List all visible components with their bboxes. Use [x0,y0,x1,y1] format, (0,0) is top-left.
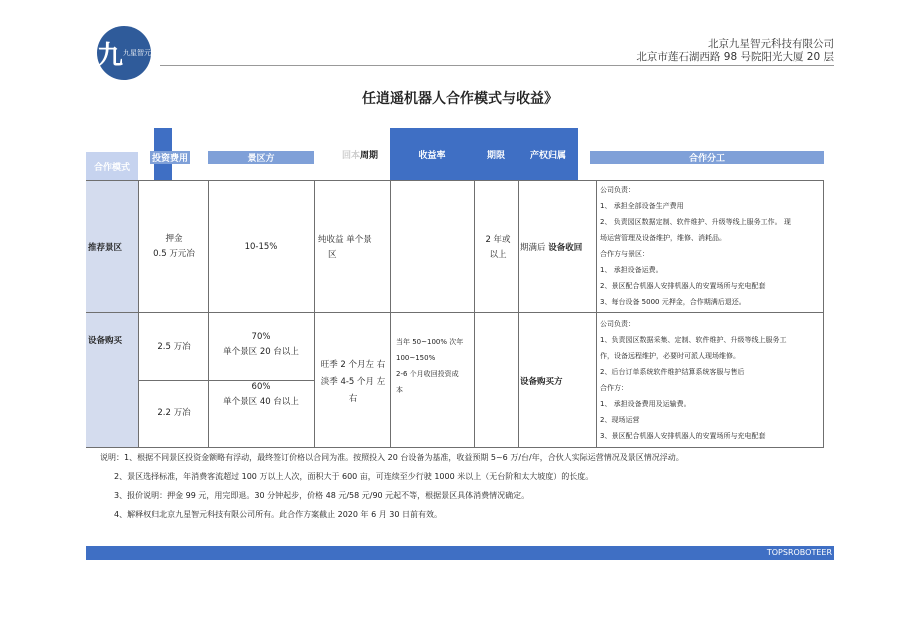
row2-period-line2: 淡季 4-5 个月 左 [320,377,386,387]
header-yield: 收益率 [390,128,474,180]
row2-mode: 设备购买 [88,336,123,346]
notes-section [86,448,684,524]
footer-bar [86,546,834,560]
row1-mode: 推荐景区 [88,243,123,253]
row2-scenic-a-line2: 单个景区 20 台以上 [223,347,299,357]
row1-division-line: 2、景区配合机器人安排机器人的安置场所与充电配套 [600,282,766,290]
row1-ownership-value: 设备收回 [548,243,583,253]
row2-division-line: 3、景区配合机器人安排机器人的安置场所与充电配套 [600,432,766,440]
company-logo [97,26,151,80]
footer-brand: TOPSROBOTEER [766,548,832,557]
row1-term-line2: 以上 [489,250,507,260]
row1-period-line2: 区 [328,250,337,260]
row2-scenic-a-line1: 70% [251,332,271,342]
logo-subtext: 九星智元 [123,49,152,57]
row2-division-line: 2、现场运营 [600,416,640,424]
row2-division-line: 2、后台订单系统软件维护结算系统客服与售后 [600,368,745,376]
header-period: 回本 周期 [330,128,390,180]
row1-division-line: 合作方与景区： [600,250,649,258]
row2-scenic-b-line2: 单个景区 40 台以上 [223,397,299,407]
row2-division-line: 1、负责园区数据采集、定制、软件维护、升级等线上服务工 [600,336,787,344]
company-address: 北京市莲石湖西路 98 号院阳光大厦 20 层 [636,51,834,63]
note-4: 4、解释权归北京九星智元科技有限公司所有。此合作方案截止 2020 年 6 月 30 日前有效。 [114,510,442,519]
row1-division-line: 公司负责： [600,186,635,194]
row2-division-line: 合作方： [600,384,628,392]
table-col-5 [474,180,475,447]
row1-division [600,182,822,310]
company-info [636,38,834,64]
row1-division-line: 场运营管理及设备维护，维修、消耗品。 [600,234,726,242]
row2-yield [396,334,474,398]
row1-division-line: 3、每台设备 5000 元押金，合作期满后退还。 [600,298,746,306]
table-col-6 [518,180,519,447]
table-col-1 [138,180,139,447]
header-division: 合作分工 [590,151,824,164]
row2-division-line: 作，设备远程维护，必要时可派人现场维修。 [600,352,740,360]
row2-yield-line2: 100~150% [396,354,436,362]
note-3: 3、报价说明：押金 99 元，用完即退。30 分钟起步，价格 48 元/58 元/90 元起不等，根据景区具体消费情况确定。 [114,491,530,500]
table-col-7 [596,180,597,447]
company-name: 北京九星智元科技有限公司 [708,38,834,50]
row2-investment-a: 2.5 万冶 [157,342,191,352]
row2-period [314,357,392,408]
row2-period-line1: 旺季 2 个月左 右 [320,360,386,370]
row1-term-line1: 2 年或 [485,235,511,245]
table-rule-top [86,180,824,181]
row1-investment-line1: 押金 [165,234,183,244]
table-col-8 [823,180,824,447]
row2-period-line3: 右 [348,394,358,404]
row2-division [600,316,822,444]
mode-column-shade [86,180,138,448]
row2-yield-line3: 2-6 个月收回投资成 [396,370,459,378]
row1-period [318,233,390,263]
logo-mark: 九 [97,40,122,71]
note-1-text: 说明：1、根据不同景区投资金额略有浮动，最终签订价格以合同为准。按照投入 20 台设备为基准，收益预期 5~6 万/台/年，合伙人实际运营情况及景区情况浮动。 [100,453,684,462]
row1-division-line: 1、 承担设备运费。 [600,266,663,274]
row1-investment-line2: 0.5 万元冶 [153,249,195,259]
row2-scenic-b [208,380,314,410]
header-ownership: 产权归属 [518,128,578,180]
row1-ownership [520,241,582,253]
note-1 [86,448,684,467]
row1-period-line1: 纯收益 单个景 [318,235,372,245]
table-rule-mid [86,312,824,313]
row2-ownership: 设备购买方 [520,377,563,387]
header-term: 期限 [474,128,518,180]
header-investment-label: 投资费用 [150,151,190,164]
row2-division-line: 1、 承担设备费用及运输费。 [600,400,691,408]
row2-yield-line4: 本 [396,386,403,394]
row2-investment-b: 2.2 万冶 [157,408,191,418]
row2-division-line: 公司负责： [600,320,635,328]
row1-ownership-pre: 期满后 [520,243,546,253]
row1-division-line: 2、 负责园区数据定制、软件维护、升级等线上服务工作。 现 [600,218,791,226]
header-scenic: 景区方 [208,151,314,164]
row2-scenic-b-line1: 60% [251,382,271,392]
page-title: 任逍遥机器人合作模式与收益》 [362,91,558,107]
row1-term [474,233,522,263]
note-2: 2、景区选择标准，年消费客流超过 100 万以上人次，面积大于 600 亩，可连续至少行驶 1000 米以上（无台阶和太大坡度）的长度。 [114,472,594,481]
row2-scenic-a [208,330,314,360]
row1-investment [140,232,208,262]
row1-scenic: 10-15% [244,242,278,252]
header-divider [160,65,834,66]
header-mode: 合作模式 [86,152,138,180]
row2-yield-line1: 当年 50~100% 次年 [396,338,464,346]
row1-division-line: 1、 承担全部设备生产费用 [600,202,684,210]
